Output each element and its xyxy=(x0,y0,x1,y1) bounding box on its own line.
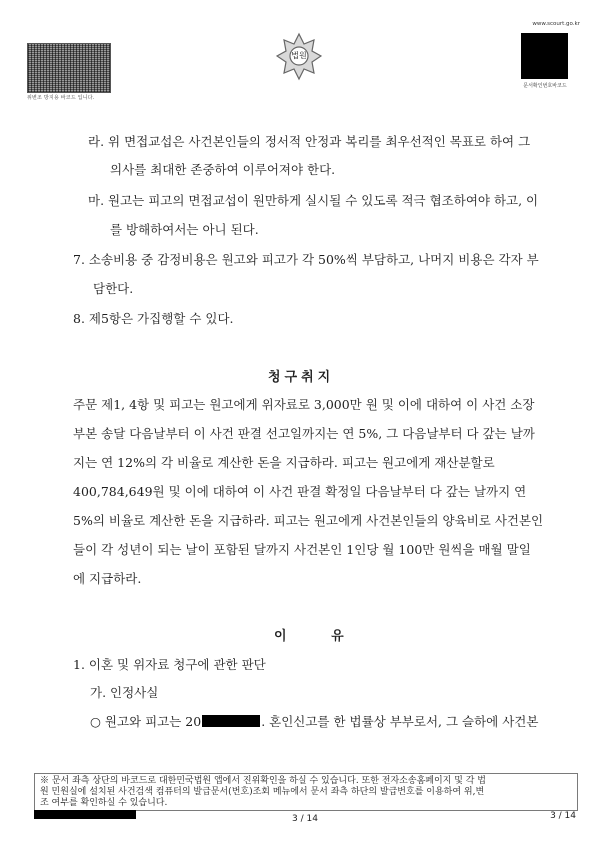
claim-line-2: 부본 송달 다음날부터 이 사건 판결 선고일까지는 연 5%, 그 다음날부터 다 갚는 날까 xyxy=(73,426,535,441)
claim-line-5: 5%의 비율로 계산한 돈을 지급하라. 피고는 원고에게 사건본인들의 양육비로 사건본인 xyxy=(73,513,544,528)
claim-heading: 청구취지 xyxy=(268,370,335,385)
authenticity-notice xyxy=(40,776,486,809)
redaction-bar xyxy=(202,715,260,727)
page-number-center: 3 / 14 xyxy=(292,814,318,824)
security-barcode xyxy=(27,43,111,93)
barcode-caption: 위변조 방지용 바코드 입니다. xyxy=(27,95,95,101)
item-7-line1: 7. 소송비용 중 감정비용은 원고와 피고가 각 50%씩 부담하고, 나머지 비용은 각자 부 xyxy=(73,252,539,267)
notice-line-3: 조 여부를 확인하실 수 있습니다. xyxy=(40,798,168,808)
subsection-a-title: 가. 인정사실 xyxy=(90,685,159,700)
issue-number-redaction xyxy=(34,810,136,819)
fact-bullet-suffix: . 혼인신고를 한 법률상 부부로서, 그 슬하에 사건본 xyxy=(261,714,539,729)
fact-bullet xyxy=(90,714,538,730)
item-ma-line1: 마. 원고는 피고의 면접교섭이 원만하게 실시될 수 있도록 적극 협조하여야 하고, 이 xyxy=(88,193,539,208)
claim-line-7: 에 지급하라. xyxy=(73,571,142,586)
item-7-line2: 담한다. xyxy=(93,281,134,296)
notice-line-1: ※ 문서 좌측 상단의 바코드로 대한민국법원 앱에서 진위확인을 하실 수 있습니다. 또한 전자소송홈페이지 및 각 법 xyxy=(40,776,487,786)
claim-line-4: 400,784,649원 및 이에 대하여 이 사건 판결 확정일 다음날부터 다 갚는 날까지 연 xyxy=(73,484,527,499)
page-number-right: 3 / 14 xyxy=(550,811,576,821)
item-ma-line2: 를 방해하여서는 아니 된다. xyxy=(110,222,259,237)
verification-qr-code xyxy=(521,33,568,79)
item-8: 8. 제5항은 가집행할 수 있다. xyxy=(73,311,234,326)
section-1-title: 1. 이혼 및 위자료 청구에 관한 판단 xyxy=(73,657,266,672)
fact-bullet-prefix: ○ 원고와 피고는 20 xyxy=(90,714,202,729)
item-ra-line1: 라. 위 면접교섭은 사건본인들의 정서적 안정과 복리를 최우선적인 목표로 하여 그 xyxy=(88,134,531,149)
qr-caption: 문서확인번호바코드 xyxy=(523,83,567,89)
claim-line-1: 주문 제1, 4항 및 피고는 원고에게 위자료로 3,000만 원 및 이에 대하여 이 사건 소장 xyxy=(73,397,535,412)
site-url: www.scourt.go.kr xyxy=(532,21,580,27)
notice-line-2: 원 민원실에 설치된 사건검색 컴퓨터의 발급문서(번호)조회 메뉴에서 문서 좌측 하단의 발급번호를 이용하여 위,변 xyxy=(40,787,485,797)
emblem-label: 법원 xyxy=(291,51,307,60)
claim-line-3: 지는 연 12%의 각 비율로 계산한 돈을 지급하라. 피고는 원고에게 재산분할로 xyxy=(73,455,495,470)
item-ra-line2: 의사를 최대한 존중하여 이루어져야 한다. xyxy=(110,162,336,177)
claim-line-6: 들이 각 성년이 되는 날이 포함된 달까지 사건본인 1인당 월 100만 원씩을 매월 말일 xyxy=(73,542,531,557)
reason-heading: 이 유 xyxy=(274,629,364,644)
